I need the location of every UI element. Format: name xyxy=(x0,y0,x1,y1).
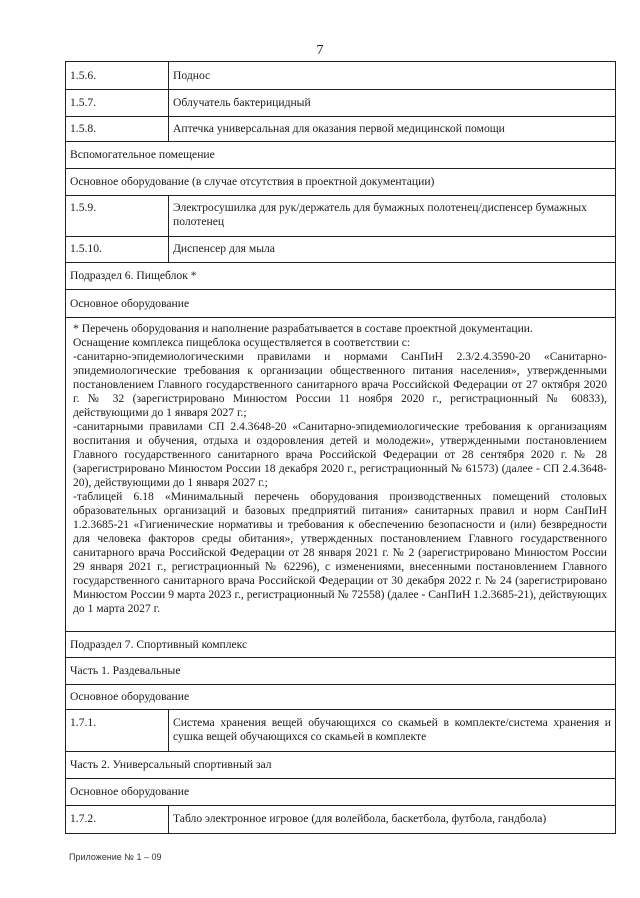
section-heading: Часть 1. Раздевальные xyxy=(66,658,616,684)
item-number: 1.5.9. xyxy=(66,196,169,236)
section-heading: Основное оборудование (в случае отсутствия в проектной документации) xyxy=(66,169,616,195)
section-heading: Основное оборудование xyxy=(66,685,616,709)
section-heading: Подраздел 7. Спортивный комплекс xyxy=(66,632,616,657)
table-row xyxy=(66,237,616,263)
table-row xyxy=(66,806,616,834)
item-description: Система хранения вещей обучающихся со скамьей в комплекте/система хранения и сушка вещей обучающихся со скамьей в комплекте xyxy=(169,710,616,751)
table-row xyxy=(66,710,616,752)
note-paragraph: -таблицей 6.18 «Минимальный перечень оборудования производственных помещений столовых образовательных организаций и базовых предприятий питания» санитарных правил и норм СанПиН 1.2.3685-21 «Гигиенические нормативы и требования к обеспечению безопасности и (или) безвредности для человека факторов среды обитания», утвержденных постановлением Главного государственного санитарного врача Российской Федерации от 28 января 2021 г. № 2 (зарегистрировано Минюстом России 29 января 2021 г., регистрационный № 62296), с изменениями, внесенными постановлением Главного государственного санитарного врача Российской Федерации от 30 декабря 2022 г. № 24 (зарегистрировано Минюстом России 9 марта 2023 г., регистрационный № 72558) (далее - СанПиН 1.2.3685-21), действующих до 1 марта 2027 г. xyxy=(73,490,607,615)
item-number: 1.7.2. xyxy=(66,806,169,833)
table-row xyxy=(66,196,616,237)
section-row xyxy=(66,779,616,806)
note-paragraph: -санитарно-эпидемиологическими правилами и нормами СанПиН 2.3/2.4.3590-20 «Санитарно-эпидемиологические требования к организации общественного питания населения», утвержденными постановлением Главного государственного санитарного врача Российской Федерации от 27 октября 2020 г. № 32 (зарегистрировано Минюстом России 11 ноября 2020 г., регистрационный № 60833), действующими до 1 января 2027 г.; xyxy=(73,350,607,419)
item-number: 1.5.10. xyxy=(66,237,169,262)
item-number: 1.5.8. xyxy=(66,117,169,141)
footer-annotation: Приложение № 1 – 09 xyxy=(69,852,162,862)
note-row xyxy=(66,318,616,632)
table-row xyxy=(66,117,616,142)
table-row xyxy=(66,62,616,90)
note-paragraph: * Перечень оборудования и наполнение разрабатывается в составе проектной документации. xyxy=(73,322,533,335)
note-paragraph: -санитарными правилами СП 2.4.3648-20 «Санитарно-эпидемиологические требования к организациям воспитания и обучения, отдыха и оздоровления детей и молодежи», утвержденными постановлением Главного государственного санитарного врача Российской Федерации от 28 сентября 2020 г. № 28 (зарегистрировано Минюстом России 18 декабря 2020 г., регистрационный № 61573) (далее - СП 2.4.3648-20), действующими до 1 января 2027 г.; xyxy=(73,420,607,489)
page-number: 7 xyxy=(316,43,324,58)
section-heading: Вспомогательное помещение xyxy=(66,142,616,168)
item-description: Поднос xyxy=(169,62,616,89)
section-row xyxy=(66,632,616,658)
section-row xyxy=(66,142,616,169)
section-row xyxy=(66,263,616,290)
section-heading: Подраздел 6. Пищеблок * xyxy=(66,263,616,289)
section-row xyxy=(66,685,616,710)
section-row xyxy=(66,752,616,779)
equipment-table xyxy=(65,61,616,834)
item-description: Аптечка универсальная для оказания первой медицинской помощи xyxy=(169,117,616,141)
note-paragraph: Оснащение комплекса пищеблока осуществляется в соответствии с: xyxy=(73,336,411,349)
section-row xyxy=(66,658,616,685)
item-description: Табло электронное игровое (для волейбола, баскетбола, футбола, гандбола) xyxy=(169,806,616,833)
section-heading: Основное оборудование xyxy=(66,290,616,317)
item-number: 1.5.6. xyxy=(66,62,169,89)
item-description: Облучатель бактерицидный xyxy=(169,90,616,116)
item-number: 1.7.1. xyxy=(66,710,169,751)
section-row xyxy=(66,290,616,318)
equipment-note xyxy=(66,318,616,631)
item-number: 1.5.7. xyxy=(66,90,169,116)
table-row xyxy=(66,90,616,117)
section-row xyxy=(66,169,616,196)
section-heading: Основное оборудование xyxy=(66,779,616,805)
section-heading: Часть 2. Универсальный спортивный зал xyxy=(66,752,616,778)
item-description: Диспенсер для мыла xyxy=(169,237,616,262)
item-description: Электросушилка для рук/держатель для бумажных полотенец/диспенсер бумажных полотенец xyxy=(169,196,616,236)
